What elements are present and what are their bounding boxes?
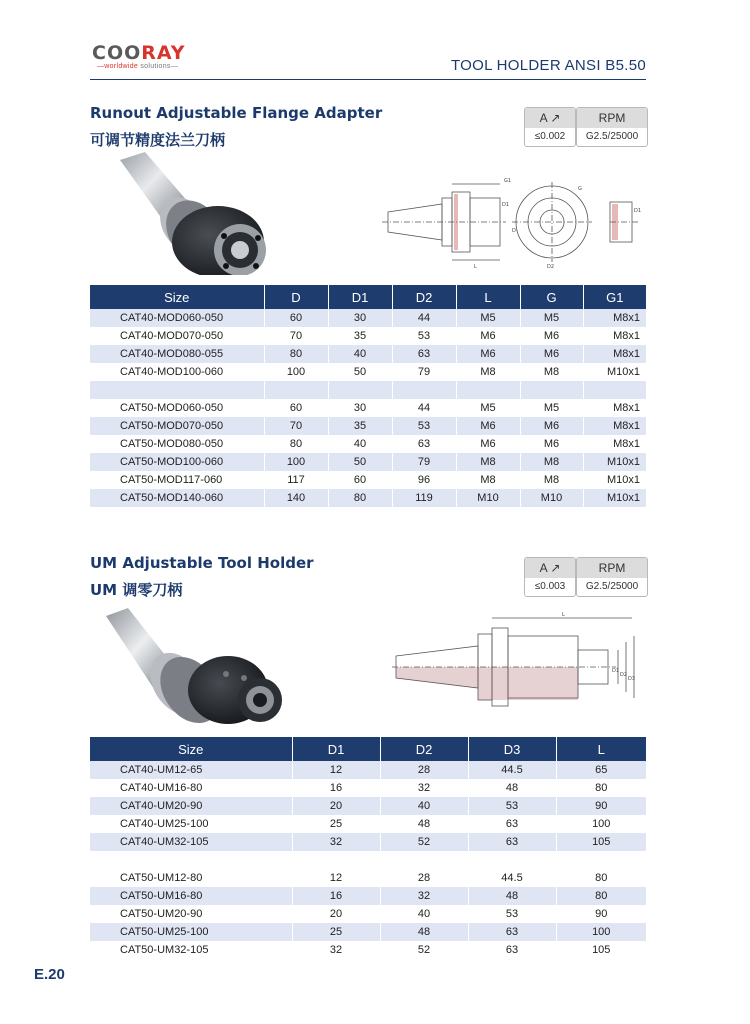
drawing1-label-d2: D2 (547, 264, 555, 270)
cell-value: 60 (264, 309, 328, 327)
cell-size: CAT50-UM16-80 (90, 887, 292, 905)
cell-value: 100 (556, 923, 646, 941)
cell-value: 63 (392, 345, 456, 363)
cell-value: 80 (556, 887, 646, 905)
cell-value: 52 (380, 833, 468, 851)
cell-value: 63 (468, 923, 556, 941)
cell-value: 80 (328, 489, 392, 507)
table-row (90, 363, 646, 381)
drawing2-label-d1: D1 (612, 668, 620, 674)
col-g: G (520, 285, 583, 309)
cell-value: 44 (392, 309, 456, 327)
cell-value: 119 (392, 489, 456, 507)
cell-value: 40 (328, 345, 392, 363)
col-d3: D3 (468, 737, 556, 761)
cell-value: 32 (292, 833, 380, 851)
cell-size: CAT50-UM25-100 (90, 923, 292, 941)
cell-value: 50 (328, 453, 392, 471)
cell-value: 30 (328, 309, 392, 327)
col-d1: D1 (328, 285, 392, 309)
table-row (90, 941, 646, 959)
cell-value: 40 (328, 435, 392, 453)
cell-size: CAT50-MOD100-060 (90, 453, 264, 471)
cell-size: CAT40-MOD100-060 (90, 363, 264, 381)
company-tagline: —worldwide solutions— (97, 63, 178, 70)
cell-value: 100 (264, 363, 328, 381)
cell-value: M10x1 (583, 453, 646, 471)
table-row (90, 471, 646, 489)
cell-size: CAT40-UM16-80 (90, 779, 292, 797)
cell-value: M5 (456, 399, 520, 417)
cell-size: CAT40-MOD060-050 (90, 309, 264, 327)
cell-value: M8x1 (583, 309, 646, 327)
col-d2: D2 (392, 285, 456, 309)
drawing2-label-d2: D2 (620, 672, 628, 678)
cell-value: M8 (456, 471, 520, 489)
cell-value: 40 (380, 905, 468, 923)
cell-value: M6 (520, 435, 583, 453)
section1-title: Runout Adjustable Flange Adapter (90, 104, 383, 122)
cell-value: 20 (292, 797, 380, 815)
spacer-cell (456, 381, 520, 399)
cell-value: 140 (264, 489, 328, 507)
table-row (90, 417, 646, 435)
col-d1: D1 (292, 737, 380, 761)
flange-adapter-drawing (382, 172, 644, 272)
table-row (90, 761, 646, 779)
cell-value: 80 (595, 872, 608, 884)
cell-value: M8 (520, 363, 583, 381)
spacer-cell (556, 851, 646, 869)
cell-value: 63 (392, 435, 456, 453)
section2-title: UM Adjustable Tool Holder (90, 554, 314, 572)
cell-value: 63 (468, 815, 556, 833)
cell-value: 53 (392, 417, 456, 435)
document-title: TOOL HOLDER ANSI B5.50 (450, 57, 646, 74)
cell-value: 48 (380, 815, 468, 833)
cell-value: M6 (456, 345, 520, 363)
um-holder-photo (98, 604, 293, 729)
spacer-cell (292, 851, 380, 869)
cell-value: 90 (595, 908, 608, 920)
col-d: D (264, 285, 328, 309)
table-row (90, 833, 646, 851)
cell-value: 44.5 (468, 761, 556, 779)
cell-value: 79 (392, 453, 456, 471)
rpm-badge: RPM G2.5/25000 (576, 107, 648, 147)
cell-size: CAT40-UM20-90 (90, 797, 292, 815)
spacer-cell (328, 381, 392, 399)
col-size: Size (90, 285, 264, 309)
cell-value: M8 (456, 363, 520, 381)
table-row (90, 797, 646, 815)
cell-value: 96 (392, 471, 456, 489)
table-row (90, 327, 646, 345)
table-row (90, 399, 646, 417)
table-row (90, 869, 646, 887)
runout-arrow-icon: ↗ (550, 561, 561, 575)
table-row (90, 345, 646, 363)
section1-subtitle: 可调节精度法兰刀柄 (90, 131, 226, 149)
cell-value: 48 (468, 887, 556, 905)
cell-value: 60 (328, 471, 392, 489)
table-row (90, 309, 646, 327)
cell-value: M8x1 (613, 330, 640, 342)
um-holder-drawing (392, 612, 646, 724)
drawing1-label-g: G (578, 186, 582, 192)
cell-value: M10x1 (606, 366, 640, 378)
rpm-badge-2: RPM G2.5/25000 (576, 557, 648, 597)
cell-value: 117 (264, 471, 328, 489)
spacer-cell (520, 381, 583, 399)
table-header-row (90, 737, 646, 761)
cell-value: 80 (264, 345, 328, 363)
cell-value: 100 (592, 818, 611, 830)
cell-size: CAT40-UM12-65 (90, 761, 292, 779)
cell-value: 48 (380, 923, 468, 941)
cell-value: M8 (520, 471, 583, 489)
cell-value: 53 (392, 327, 456, 345)
cell-value: 48 (468, 779, 556, 797)
table-row (90, 887, 646, 905)
drawing1-label-d1: D1 (502, 202, 510, 208)
cell-value: M10 (520, 489, 583, 507)
drawing2-label-l: L (562, 612, 565, 618)
cell-value: M8x1 (613, 402, 640, 414)
cell-value: M8x1 (583, 417, 646, 435)
cell-value: 105 (556, 833, 646, 851)
cell-size: CAT40-UM32-105 (90, 833, 292, 851)
cell-value: 50 (328, 363, 392, 381)
spacer-cell (264, 381, 328, 399)
col-g1: G1 (583, 285, 646, 309)
cell-value: 79 (392, 363, 456, 381)
cell-value: 44 (392, 399, 456, 417)
spacer-cell (90, 381, 264, 399)
cell-size: CAT50-MOD080-050 (90, 435, 264, 453)
cell-size: CAT40-MOD080-055 (90, 345, 264, 363)
cell-size: CAT40-UM25-100 (90, 815, 292, 833)
cell-value: 25 (292, 923, 380, 941)
cell-value: 28 (380, 761, 468, 779)
cell-value: M6 (456, 417, 520, 435)
cell-size: CAT50-MOD117-060 (90, 471, 264, 489)
col-d2: D2 (380, 737, 468, 761)
header-divider (90, 79, 646, 80)
cell-value: 52 (380, 941, 468, 959)
table-row (90, 489, 646, 507)
cell-value: M8 (520, 453, 583, 471)
cell-value: M10x1 (606, 474, 640, 486)
drawing1-label-d: D (512, 228, 516, 234)
cell-value: 28 (380, 869, 468, 887)
cell-value: 35 (328, 417, 392, 435)
cell-value: 16 (292, 779, 380, 797)
cell-value: 70 (264, 327, 328, 345)
cell-value: 70 (264, 417, 328, 435)
col-l: L (456, 285, 520, 309)
cell-value: 63 (468, 941, 556, 959)
cell-value: 32 (380, 887, 468, 905)
table-row (90, 779, 646, 797)
col-l: L (556, 737, 646, 761)
runout-arrow-icon: ↗ (550, 111, 561, 125)
table-row (90, 905, 646, 923)
um-holder-table (90, 737, 646, 959)
cell-value: M10x1 (583, 489, 646, 507)
cell-value: M8 (456, 453, 520, 471)
cell-size: CAT50-MOD070-050 (90, 417, 264, 435)
cell-size: CAT40-MOD070-050 (90, 327, 264, 345)
flange-adapter-photo (100, 150, 280, 275)
cell-value: 63 (468, 833, 556, 851)
col-size: Size (90, 737, 292, 761)
table-row (90, 815, 646, 833)
table-spacer-row (90, 851, 646, 869)
cell-value: 16 (292, 887, 380, 905)
cell-value: 60 (264, 399, 328, 417)
spacer-cell (90, 851, 292, 869)
cell-size: CAT50-MOD140-060 (90, 489, 264, 507)
drawing2-label-d3: D3 (628, 676, 636, 682)
cell-value: 44.5 (468, 869, 556, 887)
spacer-cell (380, 851, 468, 869)
table-row (90, 453, 646, 471)
runout-badge-2: A ↗ ≤0.003 (524, 557, 576, 597)
table-spacer-row (90, 381, 646, 399)
cell-value: M8x1 (613, 438, 640, 450)
page-number: E.20 (34, 966, 65, 983)
cell-value: 20 (292, 905, 380, 923)
cell-value: 65 (556, 761, 646, 779)
cell-value: 25 (292, 815, 380, 833)
cell-value: 90 (556, 797, 646, 815)
cell-value: 12 (292, 869, 380, 887)
cell-value: M6 (520, 345, 583, 363)
cell-value: 32 (292, 941, 380, 959)
cell-size: CAT50-UM12-80 (90, 869, 292, 887)
cell-value: 30 (328, 399, 392, 417)
cell-value: 53 (468, 905, 556, 923)
cell-value: 35 (328, 327, 392, 345)
cell-value: M5 (520, 399, 583, 417)
cell-value: 80 (595, 782, 608, 794)
table-header-row (90, 285, 646, 309)
spacer-cell (392, 381, 456, 399)
runout-badge: A ↗ ≤0.002 (524, 107, 576, 147)
cell-value: M6 (520, 417, 583, 435)
section2-subtitle: UM 调零刀柄 (90, 581, 183, 599)
cell-value: M8x1 (583, 345, 646, 363)
cell-value: M5 (456, 309, 520, 327)
drawing1-label-g1: G1 (504, 178, 512, 184)
cell-value: 53 (468, 797, 556, 815)
cell-value: 100 (264, 453, 328, 471)
table-row (90, 435, 646, 453)
cell-value: 12 (292, 761, 380, 779)
cell-value: 40 (380, 797, 468, 815)
cell-value: M6 (456, 327, 520, 345)
drawing1-label-l: L (474, 264, 477, 270)
drawing1-label-d1b: D1 (634, 208, 642, 214)
spacer-cell (583, 381, 646, 399)
spacer-cell (468, 851, 556, 869)
cell-value: M6 (520, 327, 583, 345)
cell-value: M6 (456, 435, 520, 453)
cell-value: 32 (380, 779, 468, 797)
cell-size: CAT50-MOD060-050 (90, 399, 264, 417)
cell-size: CAT50-UM20-90 (90, 905, 292, 923)
cell-value: 80 (264, 435, 328, 453)
cell-value: M10 (456, 489, 520, 507)
table-row (90, 923, 646, 941)
cell-value: M5 (520, 309, 583, 327)
cell-value: 105 (592, 944, 611, 956)
company-logo: COORAY (92, 42, 186, 64)
flange-adapter-table (90, 285, 646, 507)
cell-size: CAT50-UM32-105 (90, 941, 292, 959)
